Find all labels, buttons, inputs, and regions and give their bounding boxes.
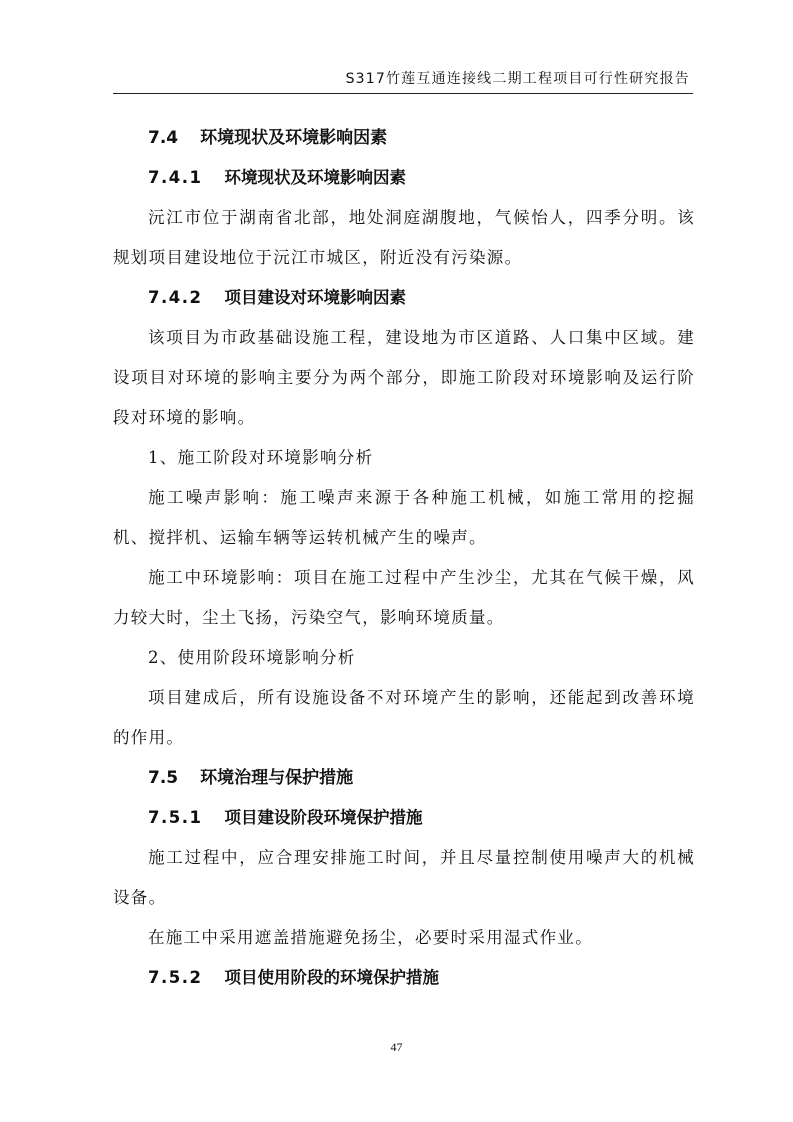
section-title: 环境治理与保护措施	[200, 768, 354, 788]
subsection-heading-7-4-1	[113, 158, 695, 198]
section-title: 环境现状及环境影响因素	[200, 128, 388, 148]
subsection-heading-7-5-1	[113, 798, 695, 838]
subsection-number: 7.5.2	[148, 968, 203, 987]
paragraph: 项目建成后，所有设施设备不对环境产生的影响，还能起到改善环境的作用。	[113, 688, 695, 747]
paragraph: 沅江市位于湖南省北部，地处洞庭湖腹地，气候怡人，四季分明。该规划项目建设地位于沅江市城区，附近没有污染源。	[113, 208, 695, 267]
subsection-number: 7.4.1	[148, 168, 203, 187]
paragraph: 在施工中采用遮盖措施避免扬尘，必要时采用湿式作业。	[148, 928, 593, 947]
page-number: 47	[390, 1040, 403, 1054]
subsection-title: 项目建设阶段环境保护措施	[224, 808, 423, 827]
list-heading: 2、使用阶段环境影响分析	[148, 648, 356, 667]
page-content	[113, 118, 695, 998]
report-header-title: S317竹莲互通连接线二期工程项目可行性研究报告	[345, 71, 690, 87]
section-heading-7-4	[113, 118, 695, 158]
paragraph: 该项目为市政基础设施工程，建设地为市区道路、人口集中区域。建设项目对环境的影响主要分为两个部分，即施工阶段对环境影响及运行阶段对环境的影响。	[113, 328, 695, 427]
subsection-title: 环境现状及环境影响因素	[224, 168, 406, 187]
section-number: 7.4	[148, 128, 179, 148]
subsection-number: 7.5.1	[148, 808, 203, 827]
subsection-heading-7-4-2	[113, 278, 695, 318]
section-heading-7-5	[113, 758, 695, 798]
subsection-number: 7.4.2	[148, 288, 203, 307]
header-divider	[113, 93, 693, 94]
section-number: 7.5	[148, 768, 179, 788]
paragraph: 施工过程中，应合理安排施工时间，并且尽量控制使用噪声大的机械设备。	[113, 848, 695, 907]
paragraph: 施工噪声影响：施工噪声来源于各种施工机械，如施工常用的挖掘机、搅拌机、运输车辆等运转机械产生的噪声。	[113, 488, 695, 547]
list-heading: 1、施工阶段对环境影响分析	[148, 448, 374, 467]
subsection-title: 项目建设对环境影响因素	[224, 288, 406, 307]
subsection-heading-7-5-2	[113, 958, 695, 998]
subsection-title: 项目使用阶段的环境保护措施	[224, 968, 439, 987]
paragraph: 施工中环境影响：项目在施工过程中产生沙尘，尤其在气候干燥，风力较大时，尘土飞扬，污染空气，影响环境质量。	[113, 568, 695, 627]
